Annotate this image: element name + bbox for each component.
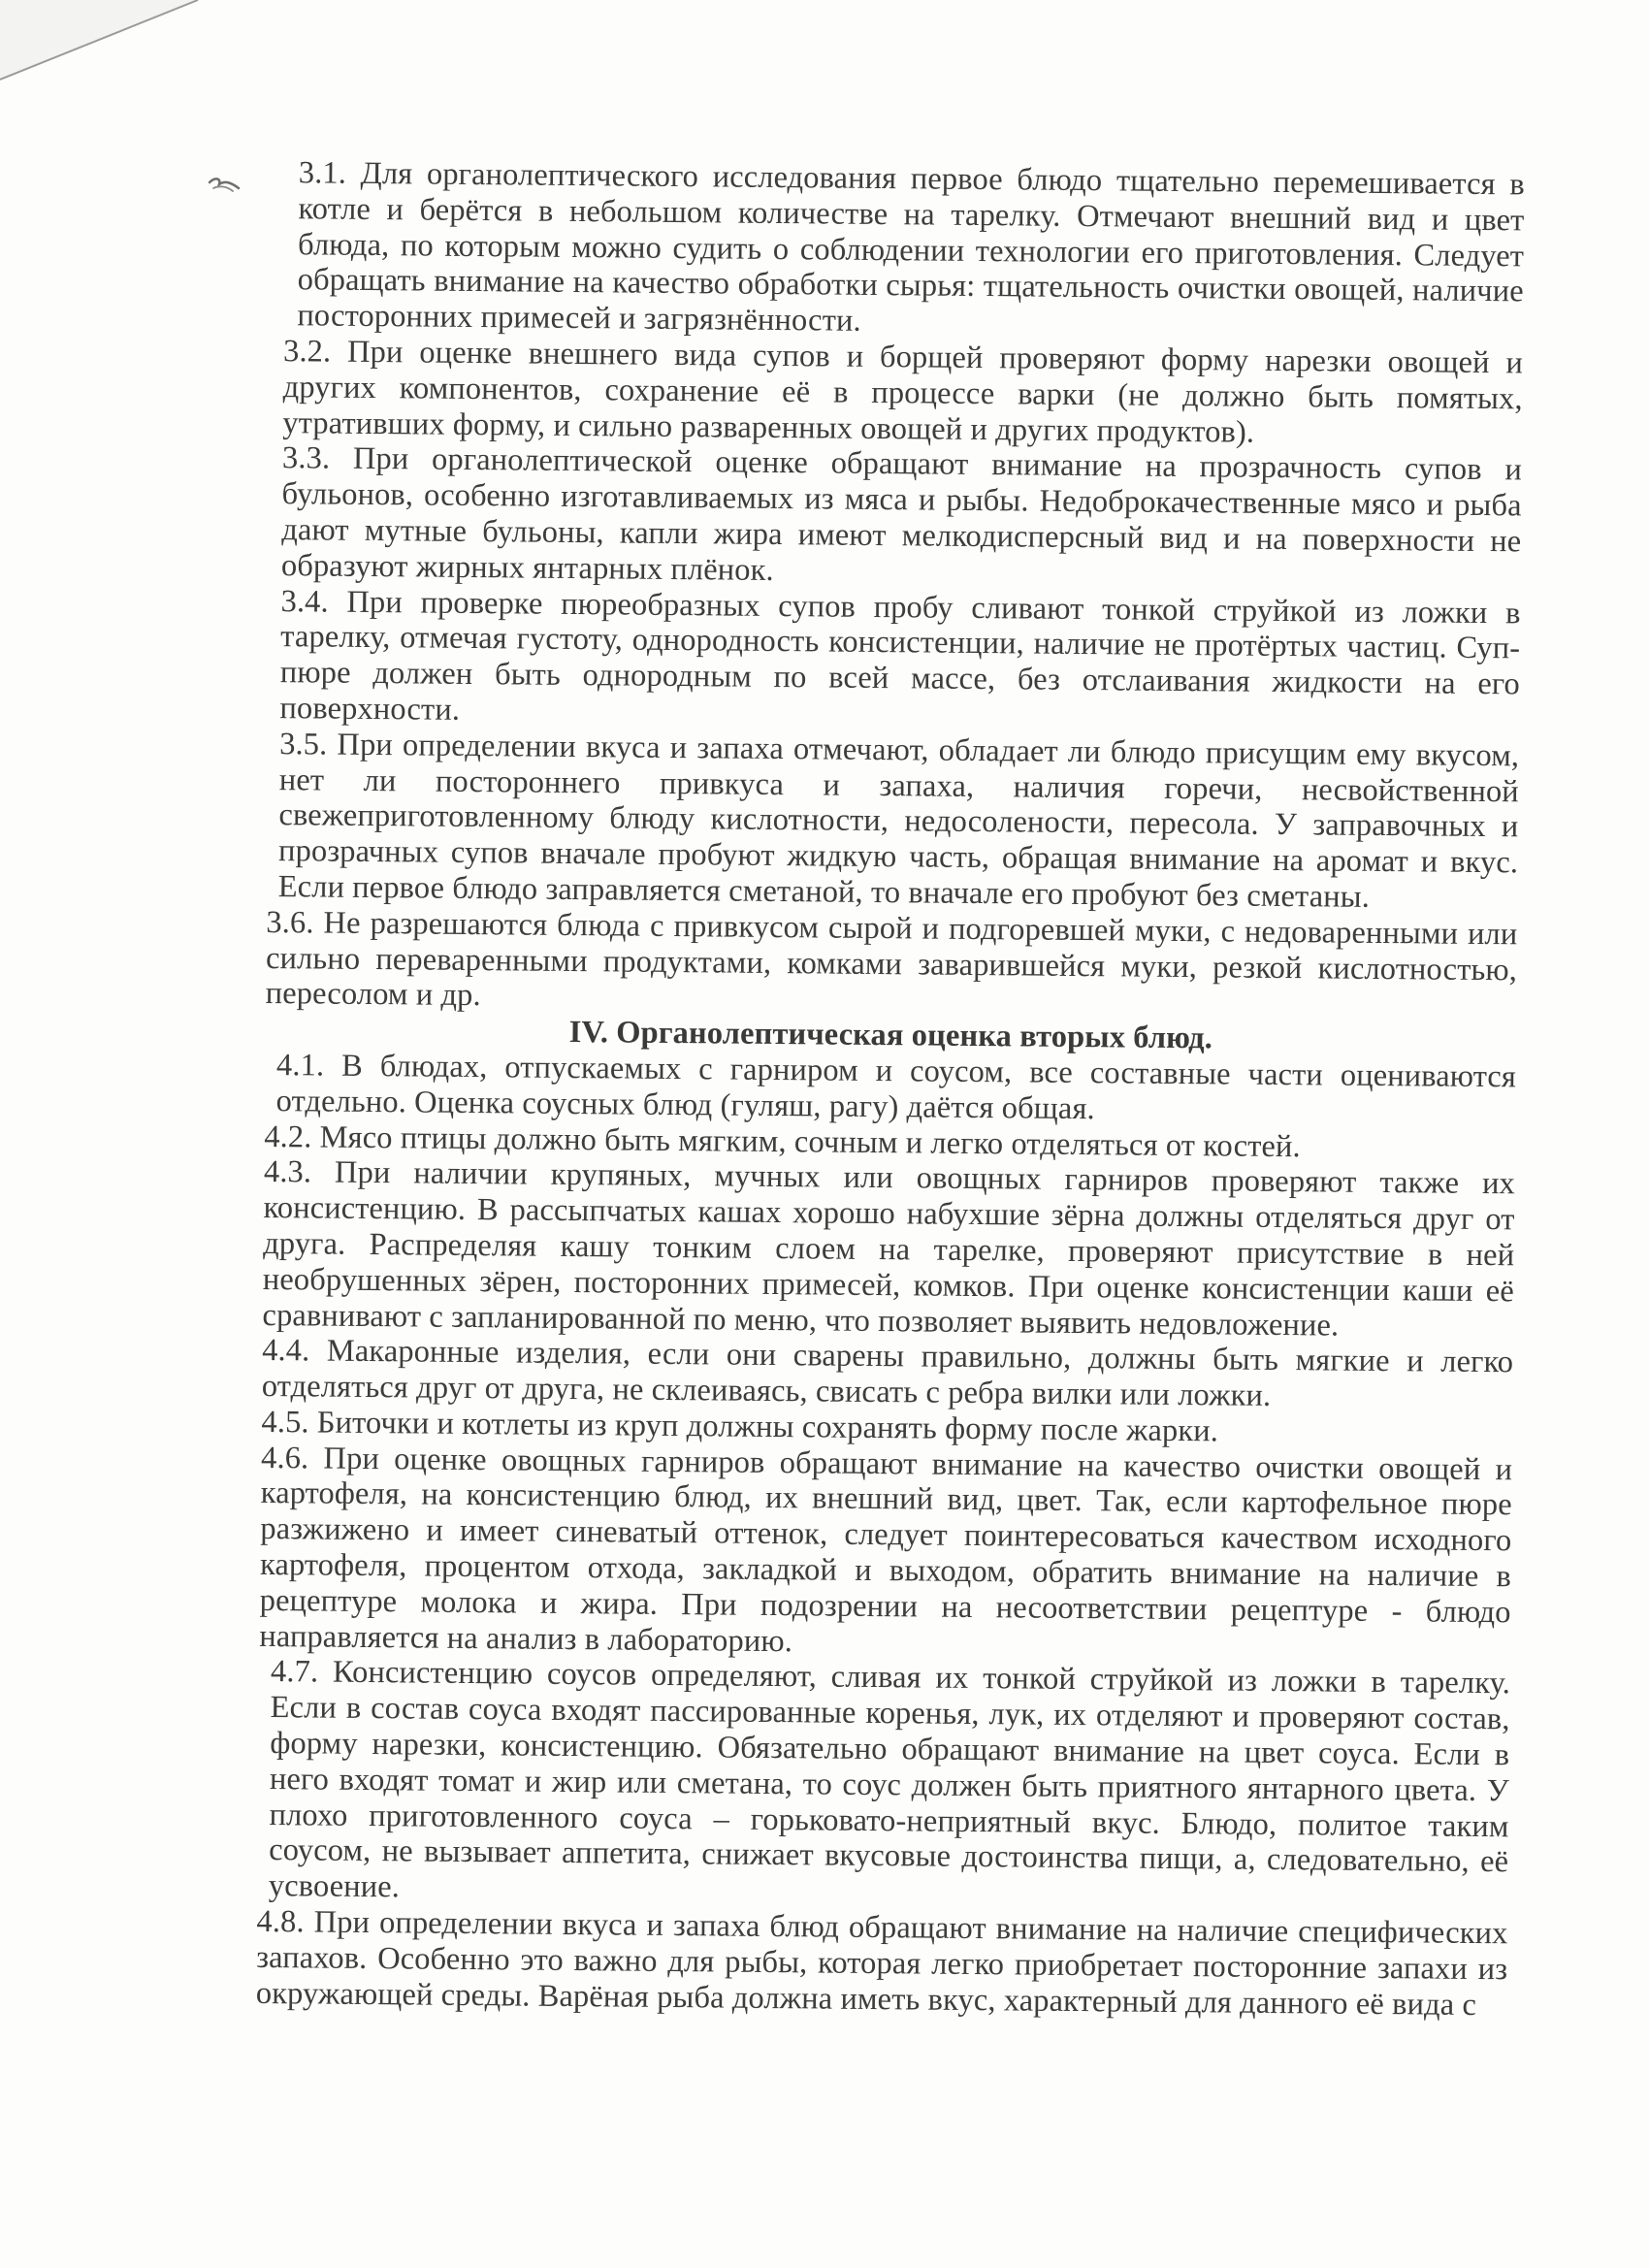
paragraph-4-3: 4.3. При наличии крупяных, мучных или овощных гарниров проверяют также их консистенцию. В рассыпчатых кашах хорошо набухшие зёрна должны отделяться друг от друга. Распределяя кашу тонким слоем на тарелке, проверяют присутствие в ней необрушенных зёрен, посторонних примесей, комков. При оценке консистенции каши её сравнивают с запланированной по меню, что позволяет выявить недовложение. [262,1154,1516,1344]
section-heading-iv: IV. Органолептическая оценка вторых блюд. [568,1015,1213,1056]
paragraph-3-4: 3.4. При проверке пюреобразных супов пробу сливают тонкой струйкой из ложки в тарелку, отмечая густоту, однородность консистенции, наличие не протёртых частиц. Суп-пюре должен быть однородным по всей массе, без отслаивания жидкости на его поверхности. [279,583,1521,728]
paragraph-3-1: 3.1. Для органолептического исследования первое блюдо тщательно перемешивается в котле и берётся в небольшом количестве на тарелку. Отмечают внешний вид и цвет блюда, по которым можно судить о соблюдении технологии его приготовления. Следует обращать внимание на качество обработки сырья: тщательность очистки овощей, наличие посторонних примесей и загрязнённости. [297,155,1525,340]
paragraph-4-7: 4.7. Консистенцию соусов определяют, сливая их тонкой струйкой из ложки в тарелку. Если в состав соуса входят пассированные коренья, лук, их отделяют и проверяют состав, форму нарезки, консистенцию. Обязательно обращают внимание на цвет соуса. Если в него входят томат и жир или сметана, то соус должен быть приятного янтарного цвета. У плохо приготовленного соуса – горьковато-неприятный вкус. Блюдо, политое таким соусом, не вызывает аппетита, снижает вкусовые достоинства пищи, а, следовательно, её усвоение. [268,1654,1511,1905]
paragraph-4-5: 4.5. Биточки и котлеты из круп должны сохранять форму после жарки. [261,1404,1219,1449]
paragraph-4-1: 4.1. В блюдах, отпускаемых с гарниром и соусом, все составные части оцениваются отдельно. Оценка соусных блюд (гуляш, рагу) даётся общая. [275,1047,1517,1126]
paragraph-3-6: 3.6. Не разрешаются блюда с привкусом сырой и подгоревшей муки, с недоваренными или сильно переваренными продуктами, комками заварившейся муки, резкой кислотностью, пересолом и др. [265,904,1518,1014]
pen-mark [208,173,241,194]
document-body [256,155,1525,2024]
paragraph-4-2: 4.2. Мясо птицы должно быть мягким, сочным и легко отделяться от костей. [264,1118,1301,1164]
paragraph-4-6: 4.6. При оценке овощных гарниров обращают внимание на качество очистки овощей и картофеля, на консистенцию блюд, их внешний вид, цвет. Так, если картофельное пюре разжижено и имеет синеватый оттенок, следует поинтересоваться качеством исходного картофеля, процентом отхода, закладкой и выходом, обратить внимание на наличие в рецептуре молока и жира. При подозрении на несоответствии рецептуре - блюдо направляется на анализ в лабораторию. [259,1440,1513,1659]
paragraph-3-5: 3.5. При определении вкуса и запаха отмечают, обладает ли блюдо присущим ему вкусом, нет ли постороннего привкуса и запаха, наличия горечи, несвойственной свежеприготовленному блюду кислотности, недосолености, пересола. У заправочных и прозрачных супов вначале пробуют жидкую часть, обращая внимание на аромат и вкус. Если первое блюдо заправляется сметаной, то вначале его пробуют без сметаны. [277,726,1520,915]
paragraph-3-2: 3.2. При оценке внешнего вида супов и борщей проверяют форму нарезки овощей и других компонентов, сохранение её в процессе варки (не должно быть помятых, утративших форму, и сильно разваренных овощей и других продуктов). [282,334,1524,450]
paragraph-4-8: 4.8. При определении вкуса и запаха блюд обращают внимание на наличие специфических запахов. Особенно это важно для рыбы, которая легко приобретает посторонние запахи из окружающей среды. Варёная рыба должна иметь вкус, характерный для данного её вида с [255,1903,1508,2023]
paragraph-3-3: 3.3. При органолептической оценке обращают внимание на прозрачность супов и бульонов, особенно изготавливаемых из мяса и рыбы. Недоброкачественные мясо и рыба дают мутные бульоны, капли жира имеют мелкодисперсный вид и на поверхности не образуют жирных янтарных плёнок. [280,440,1523,588]
paragraph-4-4: 4.4. Макаронные изделия, если они сварены правильно, должны быть мягкие и легко отделяться друг от друга, не склеиваясь, свисать с ребра вилки или ложки. [261,1333,1514,1414]
